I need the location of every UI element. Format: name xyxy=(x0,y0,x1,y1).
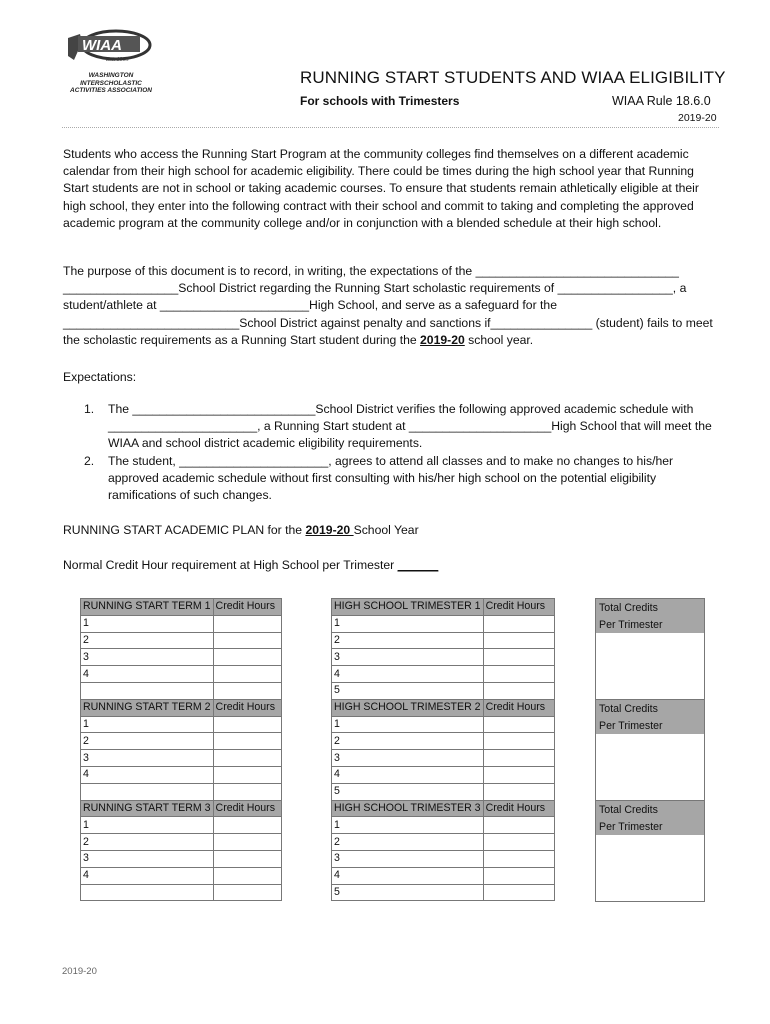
total-credits-label: Total Credits xyxy=(599,804,658,816)
table-row xyxy=(81,649,282,666)
credit-hours-cell[interactable] xyxy=(213,682,281,699)
credit-hours-cell[interactable] xyxy=(213,632,281,649)
course-cell[interactable]: 5 xyxy=(332,783,484,800)
high-school-table xyxy=(331,598,555,901)
course-cell[interactable]: 3 xyxy=(81,750,214,767)
credit-hours-cell[interactable] xyxy=(213,716,281,733)
table-row xyxy=(81,666,282,683)
table-row xyxy=(81,850,282,867)
course-cell[interactable]: 4 xyxy=(332,766,484,783)
course-cell[interactable]: 4 xyxy=(81,867,214,884)
table-row xyxy=(332,766,555,783)
table-row xyxy=(81,716,282,733)
credit-hours-cell[interactable] xyxy=(213,615,281,632)
credit-hours-cell[interactable] xyxy=(483,766,554,783)
per-trimester-label: Per Trimester xyxy=(599,821,663,833)
total-credits-field[interactable] xyxy=(596,633,704,699)
total-credits-box xyxy=(595,800,705,902)
table-row xyxy=(81,682,282,699)
credit-label: Normal Credit Hour requirement at High School per Trimester xyxy=(63,558,398,572)
total-credits-header xyxy=(596,599,704,633)
page-title: RUNNING START STUDENTS AND WIAA ELIGIBILITY xyxy=(300,68,726,87)
credit-hours-cell[interactable] xyxy=(213,817,281,834)
total-credits-header xyxy=(596,801,704,835)
total-credits-field[interactable] xyxy=(596,835,704,901)
credit-hours-cell[interactable] xyxy=(213,850,281,867)
course-cell[interactable] xyxy=(81,682,214,699)
credit-hours-cell[interactable] xyxy=(213,884,281,901)
course-cell[interactable]: 3 xyxy=(332,649,484,666)
total-credits-box xyxy=(595,598,705,700)
credit-hours-cell[interactable] xyxy=(483,716,554,733)
logo-est: Est. 1905 xyxy=(106,57,129,63)
credit-hours-cell[interactable] xyxy=(213,783,281,800)
credit-requirement xyxy=(63,557,723,574)
credit-hours-cell[interactable] xyxy=(483,632,554,649)
list-number: 2. xyxy=(84,453,95,468)
total-credits-label: Total Credits xyxy=(599,602,658,614)
rule-number: WIAA Rule 18.6.0 xyxy=(612,94,711,108)
academic-plan-heading xyxy=(63,522,723,539)
rs-header-row xyxy=(81,599,282,616)
logo-text: WIAA xyxy=(82,37,122,54)
credit-hours-cell[interactable] xyxy=(213,834,281,851)
table-row xyxy=(81,766,282,783)
credit-hours-cell[interactable] xyxy=(483,733,554,750)
course-cell[interactable] xyxy=(81,783,214,800)
course-cell[interactable] xyxy=(81,884,214,901)
credit-hours-cell[interactable] xyxy=(483,783,554,800)
purpose-year: 2019-20 xyxy=(420,332,465,347)
credit-hours-cell[interactable] xyxy=(483,682,554,699)
table-row xyxy=(81,867,282,884)
table-row xyxy=(332,716,555,733)
list-item xyxy=(63,453,723,505)
purpose-paragraph xyxy=(63,263,723,349)
course-cell[interactable]: 3 xyxy=(81,649,214,666)
course-cell[interactable]: 1 xyxy=(81,615,214,632)
rs-term-header: RUNNING START TERM 3 xyxy=(81,800,214,817)
total-credits-header xyxy=(596,700,704,734)
intro-paragraph: Students who access the Running Start Program at the community colleges find themselves on a different academic calendar from their high school for academic eligibility. There could be times during the high school year that Running Start students are not in school or taking academic courses. To ensure that students remain athletically eligible at their high school, they enter into the following contract with their school and commit to taking and completing the approved academic program at the community college and/or in conjunction with a blended schedule at their high school. xyxy=(63,147,699,230)
credit-hours-cell[interactable] xyxy=(483,834,554,851)
table-row xyxy=(332,615,555,632)
plan-text-end: School Year xyxy=(353,523,419,537)
course-cell[interactable]: 2 xyxy=(81,632,214,649)
table-row xyxy=(332,850,555,867)
table-row xyxy=(81,632,282,649)
credit-hours-cell[interactable] xyxy=(483,817,554,834)
table-row xyxy=(81,817,282,834)
credit-blank[interactable]: ______ xyxy=(397,558,439,572)
org-name-line1: WASHINGTON INTERSCHOLASTIC xyxy=(80,72,142,87)
expectations-list xyxy=(63,401,723,504)
course-cell[interactable]: 2 xyxy=(81,733,214,750)
course-cell[interactable]: 1 xyxy=(332,716,484,733)
table-row xyxy=(81,884,282,901)
course-cell[interactable]: 1 xyxy=(81,716,214,733)
hs-header-row xyxy=(332,699,555,716)
credit-hours-cell[interactable] xyxy=(483,750,554,767)
hs-header-row xyxy=(332,599,555,616)
per-trimester-label: Per Trimester xyxy=(599,720,663,732)
course-cell[interactable]: 5 xyxy=(332,884,484,901)
hs-term-header: HIGH SCHOOL TRIMESTER 2 xyxy=(332,699,484,716)
table-row xyxy=(332,783,555,800)
total-credits-box xyxy=(595,699,705,801)
total-credits-field[interactable] xyxy=(596,734,704,800)
credit-hours-cell[interactable] xyxy=(483,867,554,884)
purpose-text: The purpose of this document is to record, in writing, the expectations of the ______________________________ _________________School District regarding the Running Start scholastic requirements of _________________, a student/athlete at ______________________High School, and serve as a safeguard for the __________________________School District against penalty and sanctions if_______________ (student) fails to meet the scholastic requirements as a Running Start student during the xyxy=(63,264,713,347)
list-item xyxy=(63,401,723,453)
course-cell[interactable]: 4 xyxy=(332,666,484,683)
rs-header-row xyxy=(81,800,282,817)
list-number: 1. xyxy=(84,402,95,416)
credit-hours-cell[interactable] xyxy=(483,615,554,632)
course-cell[interactable]: 2 xyxy=(332,733,484,750)
course-cell[interactable]: 2 xyxy=(332,632,484,649)
credit-hours-cell[interactable] xyxy=(213,766,281,783)
credit-hours-header: Credit Hours xyxy=(213,599,281,616)
course-cell[interactable]: 1 xyxy=(81,817,214,834)
divider xyxy=(62,127,719,128)
table-row xyxy=(332,632,555,649)
table-row xyxy=(332,649,555,666)
course-cell[interactable]: 5 xyxy=(332,682,484,699)
credit-hours-cell[interactable] xyxy=(213,867,281,884)
list-text: The student, ______________________, agrees to attend all classes and to make no changes to his/her approved academic schedule without first consulting with his/her high school on the potential eligibility ramifications of such changes. xyxy=(108,453,674,503)
expectations-label: Expectations: xyxy=(63,370,137,384)
plan-year: 2019-20 xyxy=(305,523,354,537)
course-cell[interactable]: 4 xyxy=(81,666,214,683)
course-cell[interactable]: 4 xyxy=(332,867,484,884)
table-row xyxy=(332,817,555,834)
table-row xyxy=(81,615,282,632)
table-row xyxy=(332,834,555,851)
table-row xyxy=(332,682,555,699)
table-row xyxy=(81,733,282,750)
course-cell[interactable]: 2 xyxy=(332,834,484,851)
rs-header-row xyxy=(81,699,282,716)
course-cell[interactable]: 3 xyxy=(81,850,214,867)
course-cell[interactable]: 1 xyxy=(332,817,484,834)
credit-hours-cell[interactable] xyxy=(213,750,281,767)
credit-hours-cell[interactable] xyxy=(213,733,281,750)
table-row xyxy=(332,750,555,767)
course-cell[interactable]: 4 xyxy=(81,766,214,783)
table-row xyxy=(81,834,282,851)
credit-hours-cell[interactable] xyxy=(483,850,554,867)
credit-hours-header: Credit Hours xyxy=(213,699,281,716)
total-credits-label: Total Credits xyxy=(599,703,658,715)
credit-hours-cell[interactable] xyxy=(483,649,554,666)
footer-year: 2019-20 xyxy=(62,966,97,977)
header-year: 2019-20 xyxy=(678,112,717,124)
table-row xyxy=(81,750,282,767)
table-row xyxy=(332,733,555,750)
credit-hours-cell[interactable] xyxy=(483,666,554,683)
purpose-text-end: school year. xyxy=(464,332,534,347)
credit-hours-header: Credit Hours xyxy=(483,699,554,716)
org-name-line2: ACTIVITIES ASSOCIATION xyxy=(70,87,152,94)
table-row xyxy=(81,783,282,800)
credit-hours-cell[interactable] xyxy=(213,649,281,666)
hs-term-header: HIGH SCHOOL TRIMESTER 1 xyxy=(332,599,484,616)
list-text: The ___________________________School District verifies the following approved academic schedule with ______________________, a Running Start student at _____________________High School that will meet the WIAA and school district academic eligibility requirements. xyxy=(108,402,712,451)
rs-term-header: RUNNING START TERM 2 xyxy=(81,699,214,716)
table-row xyxy=(332,867,555,884)
rs-term-header: RUNNING START TERM 1 xyxy=(81,599,214,616)
per-trimester-label: Per Trimester xyxy=(599,619,663,631)
credit-hours-cell[interactable] xyxy=(213,666,281,683)
subtitle: For schools with Trimesters xyxy=(300,94,460,108)
hs-term-header: HIGH SCHOOL TRIMESTER 3 xyxy=(332,800,484,817)
org-name xyxy=(61,72,161,95)
course-cell[interactable]: 3 xyxy=(332,750,484,767)
course-cell[interactable]: 3 xyxy=(332,850,484,867)
running-start-table xyxy=(80,598,282,901)
course-cell[interactable]: 1 xyxy=(332,615,484,632)
credit-hours-header: Credit Hours xyxy=(483,599,554,616)
credit-hours-cell[interactable] xyxy=(483,884,554,901)
table-row xyxy=(332,666,555,683)
table-row xyxy=(332,884,555,901)
credit-hours-header: Credit Hours xyxy=(483,800,554,817)
plan-text: RUNNING START ACADEMIC PLAN for the xyxy=(63,523,306,537)
hs-header-row xyxy=(332,800,555,817)
credit-hours-header: Credit Hours xyxy=(213,800,281,817)
course-cell[interactable]: 2 xyxy=(81,834,214,851)
